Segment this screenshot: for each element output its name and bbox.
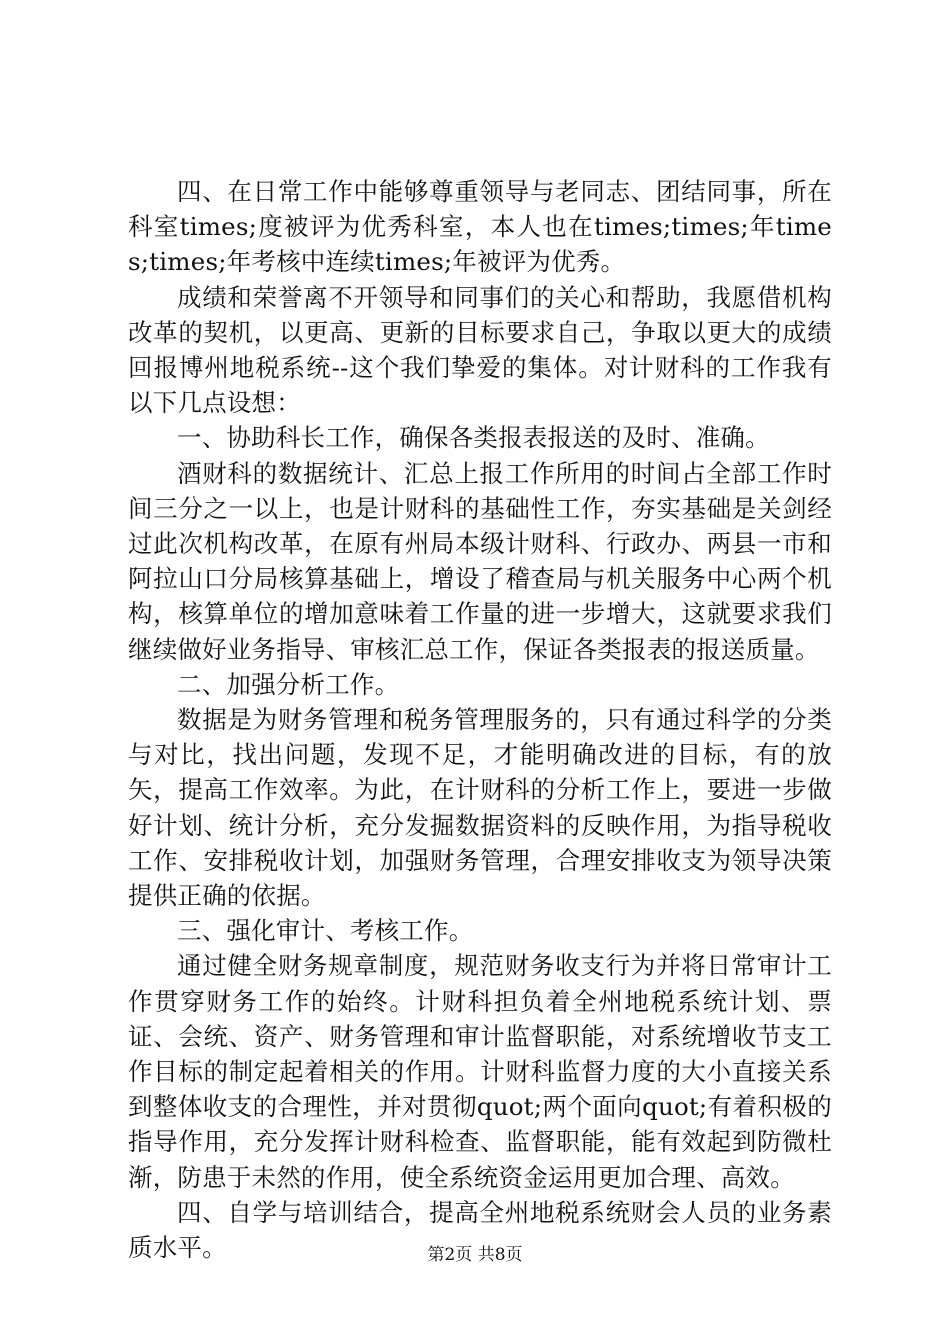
page-footer: 第2页 共8页	[427, 1245, 523, 1265]
paragraph-3: 一、协助科长工作，确保各类报表报送的及时、准确。	[177, 423, 770, 453]
paragraph-1: 四、在日常工作中能够尊重领导与老同志、团结同事，所在科室times;度被评为优秀科室，本人也在times;times;年times;times;年考核中连续times;年被评为优秀。	[128, 177, 832, 277]
paragraph-6: 数据是为财务管理和税务管理服务的，只有通过科学的分类与对比，找出问题，发现不足，才能明确改进的目标，有的放矢，提高工作效率。为此，在计财科的分析工作上，要进一步做好计划、统计分析，充分发掘数据资料的反映作用，为指导税收工作、安排税收计划，加强财务管理，合理安排收支为领导决策提供正确的依据。	[128, 705, 832, 911]
paragraph-8: 通过健全财务规章制度，规范财务收支行为并将日常审计工作贯穿财务工作的始终。计财科担负着全州地税系统计划、票证、会统、资产、财务管理和审计监督职能，对系统增收节支工作目标的制定起着相关的作用。计财科监督力度的大小直接关系到整体收支的合理性，并对贯彻quot;两个面向quot;有着积极的指导作用，充分发挥计财科检查、监督职能，能有效起到防微杜渐，防患于未然的作用，使全系统资金运用更加合理、高效。	[128, 951, 832, 1192]
paragraph-2: 成绩和荣誉离不开领导和同事们的关心和帮助，我愿借机构改革的契机，以更高、更新的目标要求自己，争取以更大的成绩回报博州地税系统--这个我们挚爱的集体。对计财科的工作我有以下几点设想：	[128, 282, 832, 418]
paragraph-5: 二、加强分析工作。	[177, 669, 400, 699]
paragraph-7: 三、强化审计、考核工作。	[177, 916, 474, 946]
paragraph-9: 四、自学与培训结合，提高全州地税系统财会人员的业务素质水平。	[128, 1197, 832, 1263]
paragraph-4: 酒财科的数据统计、汇总上报工作所用的时间占全部工作时间三分之一以上，也是计财科的基础性工作，夯实基础是关剑经过此次机构改革，在原有州局本级计财科、行政办、两县一市和阿拉山口分局核算基础上，增设了稽查局与机关服务中心两个机构，核算单位的增加意味着工作量的进一步增大，这就要求我们继续做好业务指导、审核汇总工作，保证各类报表的报送质量。	[128, 458, 832, 664]
document-body	[128, 174, 832, 1265]
